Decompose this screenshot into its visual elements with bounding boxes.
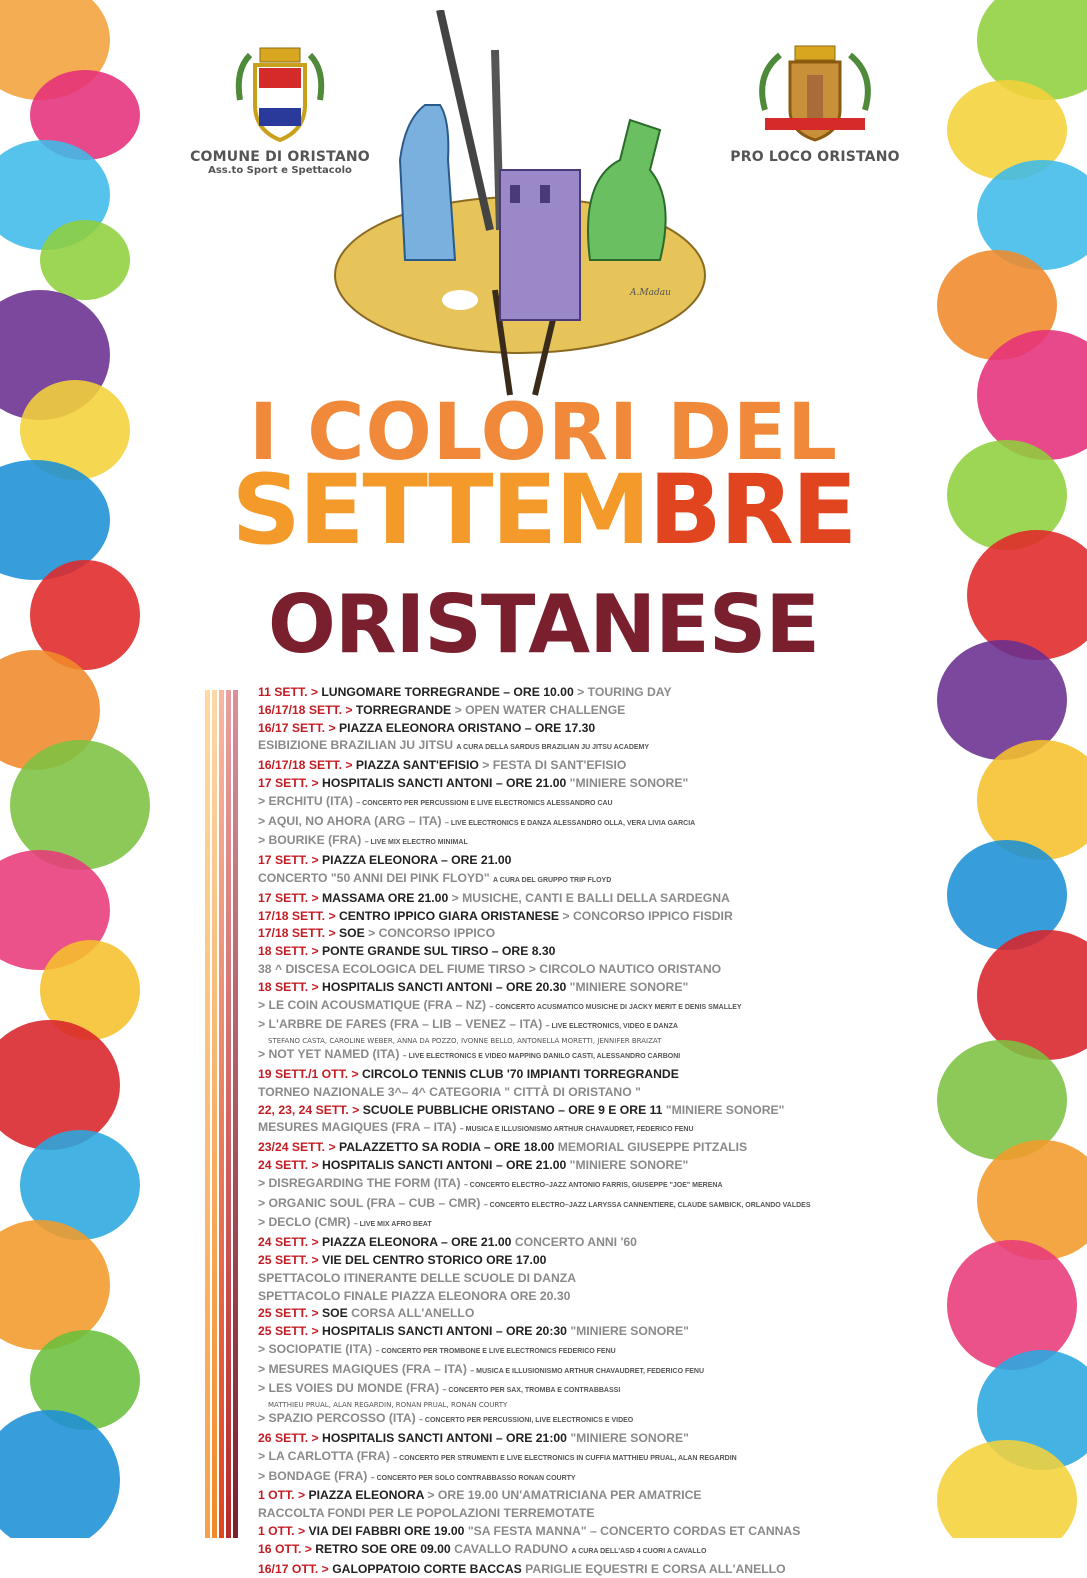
- event-note: – MUSICA E ILLUSIONISMO ARTHUR CHAVAUDRET, FEDERICO FENU: [470, 1367, 705, 1375]
- event-title: > OPEN WATER CHALLENGE: [454, 702, 626, 717]
- event-title: > LE COIN ACOUSMATIQUE (FRA – NZ): [258, 997, 487, 1012]
- schedule-row: [258, 684, 908, 702]
- event-title: > SOCIOPATIE (ITA): [258, 1341, 373, 1356]
- title-line-2: [0, 454, 1087, 566]
- event-title: CORSA ALL'ANELLO: [351, 1306, 475, 1321]
- event-location: SOE: [322, 1306, 348, 1321]
- title-line-1: I COLORI DEL: [249, 388, 838, 478]
- event-note: – LIVE MIX AFRO BEAT: [353, 1221, 432, 1229]
- event-title: > ERCHITU (ITA): [258, 793, 353, 808]
- schedule-row: [258, 1195, 908, 1215]
- event-date: 17/18 SETT. >: [258, 926, 336, 941]
- proloco-crest-icon: [745, 40, 885, 145]
- schedule-row: [258, 1341, 908, 1361]
- event-note: – CONCERTO PER PERCUSSIONI E LIVE ELECTRONICS ALESSANDRO CAU: [356, 799, 613, 807]
- schedule-row: [258, 1066, 908, 1084]
- event-title: > DISREGARDING THE FORM (ITA): [258, 1175, 461, 1190]
- event-date: 16/17 OTT. >: [258, 1561, 329, 1576]
- schedule-row: [258, 1270, 908, 1288]
- event-title: SPETTACOLO ITINERANTE DELLE SCUOLE DI DANZA: [258, 1270, 577, 1285]
- event-date: 22, 23, 24 SETT. >: [258, 1102, 360, 1117]
- event-date: 1 OTT. >: [258, 1524, 306, 1539]
- event-date: 16/17/18 SETT. >: [258, 758, 353, 773]
- event-title: CONCERTO "50 ANNI DEI PINK FLOYD": [258, 870, 490, 885]
- event-title: > AQUI, NO AHORA (ARG – ITA): [258, 813, 442, 828]
- event-date: 19 SETT./1 OTT. >: [258, 1066, 359, 1081]
- right-paint-splatters: [937, 0, 1087, 1538]
- event-title: PARIGLIE EQUESTRI E CORSA ALL'ANELLO: [525, 1561, 786, 1576]
- event-location: HOSPITALIS SANCTI ANTONI – ORE 21.00: [322, 1157, 567, 1172]
- schedule-row: [258, 1448, 908, 1468]
- event-date: 18 SETT. >: [258, 944, 319, 959]
- event-performers: MATTHIEU PRUAL, ALAN REGARDIN, RONAN PRUAL, RONAN COURTY: [268, 1401, 508, 1410]
- event-location: CENTRO IPPICO GIARA ORISTANESE: [338, 908, 560, 923]
- title-line-3: ORISTANESE: [267, 578, 820, 671]
- event-date: 16/17/18 SETT. >: [258, 702, 353, 717]
- schedule-row: [258, 1252, 908, 1270]
- event-schedule: [258, 684, 908, 1578]
- event-title: "MINIERE SONORE": [570, 1324, 689, 1339]
- schedule-row: [258, 908, 908, 926]
- schedule-row: [258, 1046, 908, 1066]
- event-location: GALOPPATOIO CORTE BACCAS: [332, 1561, 522, 1576]
- event-title: MESURES MAGIQUES (FRA – ITA): [258, 1120, 457, 1135]
- event-date: 17 SETT. >: [258, 775, 319, 790]
- event-title: > CONCORSO IPPICO: [368, 926, 496, 941]
- comune-crest-icon: [230, 40, 330, 145]
- schedule-row: [258, 832, 908, 852]
- event-date: 24 SETT. >: [258, 1157, 319, 1172]
- event-title: SPETTACOLO FINALE PIAZZA ELEONORA ORE 20.30: [258, 1288, 571, 1303]
- event-location: PIAZZA ELEONORA – ORE 21.00: [322, 1235, 512, 1250]
- event-location: TORREGRANDE: [355, 702, 452, 717]
- event-title: > LA CARLOTTA (FRA): [258, 1448, 390, 1463]
- schedule-row: [258, 1323, 908, 1341]
- event-title: "MINIERE SONORE": [569, 1157, 689, 1172]
- schedule-row: [258, 852, 908, 870]
- schedule-row: [258, 1361, 908, 1381]
- event-title: "SA FESTA MANNA" – CONCERTO CORDAS ET CANNAS: [467, 1524, 801, 1539]
- schedule-row: [258, 720, 908, 738]
- event-title: > L'ARBRE DE FARES (FRA – LIB – VENEZ – ITA): [258, 1017, 543, 1032]
- event-title: "MINIERE SONORE": [569, 775, 689, 790]
- event-note: – CONCERTO PER STRUMENTI E LIVE ELECTRONICS IN CUFFIA MATTHIEU PRUAL, ALAN REGARDIN: [393, 1454, 737, 1462]
- event-note: – CONCERTO PER SAX, TROMBA E CONTRABBASSI: [442, 1387, 621, 1395]
- title-bre: BRE: [648, 454, 856, 566]
- event-note: – CONCERTO PER PERCUSSIONI, LIVE ELECTRONICS E VIDEO: [419, 1417, 634, 1425]
- event-location: PIAZZA SANT'EFISIO: [355, 758, 479, 773]
- event-note: – CONCERTO ELECTRO–JAZZ LARYSSA CANNENTIERE, CLAUDE SAMBICK, ORLANDO VALDES: [483, 1201, 811, 1209]
- event-note: – LIVE ELECTRONICS, VIDEO E DANZA: [545, 1023, 678, 1031]
- schedule-row: [258, 1410, 908, 1430]
- event-date: 26 SETT. >: [258, 1431, 319, 1446]
- palette-artwork: [330, 10, 710, 400]
- event-title: CAVALLO RADUNO: [454, 1541, 569, 1556]
- event-title: > CONCORSO IPPICO FISDIR: [562, 908, 733, 923]
- schedule-row: [258, 1380, 908, 1400]
- event-date: 25 SETT. >: [258, 1252, 319, 1267]
- event-date: 23/24 SETT. >: [258, 1140, 336, 1155]
- event-location: SOE: [338, 926, 365, 941]
- schedule-row: [258, 1175, 908, 1195]
- schedule-row: [258, 1119, 908, 1139]
- schedule-row: [258, 1468, 908, 1488]
- event-date: 16 OTT. >: [258, 1541, 312, 1556]
- schedule-row: [258, 997, 908, 1017]
- schedule-row: [258, 775, 908, 793]
- event-title: > BONDAGE (FRA): [258, 1468, 368, 1483]
- schedule-row: [258, 1561, 908, 1578]
- event-location: HOSPITALIS SANCTI ANTONI – ORE 20.30: [322, 979, 567, 994]
- schedule-row: [258, 961, 908, 979]
- event-location: LUNGOMARE TORREGRANDE – ORE 10.00: [321, 685, 574, 699]
- schedule-row: [258, 1305, 908, 1323]
- event-date: 17 SETT. >: [258, 853, 319, 868]
- schedule-row: [258, 1541, 908, 1561]
- horse-rider-icon: [588, 120, 666, 260]
- event-date: 16/17 SETT. >: [258, 720, 336, 735]
- event-location: HOSPITALIS SANCTI ANTONI – ORE 21.00: [322, 775, 567, 790]
- statue-icon: [400, 105, 455, 260]
- event-note: A CURA DEL GRUPPO TRIP FLOYD: [493, 876, 612, 884]
- event-location: PIAZZA ELEONORA ORISTANO – ORE 17.30: [338, 720, 596, 735]
- event-location: PIAZZA ELEONORA: [308, 1488, 425, 1503]
- event-location: PONTE GRANDE SUL TIRSO – ORE 8.30: [322, 944, 556, 959]
- event-note: – LIVE MIX ELECTRO MINIMAL: [364, 839, 468, 847]
- schedule-row: [258, 1102, 908, 1120]
- event-performers: STEFANO CASTA, CAROLINE WEBER, ANNA DA POZZO, IVONNE BELLO, ANTONELLA MORETTI, JENNIFER BRAIZAT: [268, 1037, 662, 1046]
- event-location: VIA DEI FABBRI ORE 19.00: [308, 1524, 465, 1539]
- event-title: "MINIERE SONORE": [665, 1102, 785, 1117]
- proloco-logo: [720, 40, 910, 165]
- event-location: PIAZZA ELEONORA – ORE 21.00: [322, 853, 512, 868]
- event-location: MASSAMA ORE 21.00: [322, 890, 449, 905]
- event-date: 17 SETT. >: [258, 890, 319, 905]
- event-date: 24 SETT. >: [258, 1235, 319, 1250]
- schedule-row: [258, 1016, 908, 1036]
- event-note: – CONCERTO ACUSMATICO MUSICHE DI JACKY MERIT E DENIS SMALLEY: [489, 1003, 742, 1011]
- event-date: 25 SETT. >: [258, 1306, 319, 1321]
- event-note: – LIVE ELECTRONICS E VIDEO MAPPING DANILO CASTI, ALESSANDRO CARBONI: [402, 1053, 681, 1061]
- schedule-row: [258, 1505, 908, 1523]
- schedule-row: [258, 979, 908, 997]
- event-date: 18 SETT. >: [258, 979, 319, 994]
- event-date: 17/18 SETT. >: [258, 908, 336, 923]
- event-title: CONCERTO ANNI '60: [514, 1235, 637, 1250]
- left-paint-splatters: [0, 0, 150, 1538]
- event-note: – CONCERTO PER TROMBONE E LIVE ELECTRONICS FEDERICO FENU: [375, 1347, 616, 1355]
- schedule-row: [258, 1288, 908, 1306]
- event-title: > SPAZIO PERCOSSO (ITA): [258, 1411, 416, 1426]
- schedule-row: [258, 925, 908, 943]
- event-title: > ORGANIC SOUL (FRA – CUB – CMR): [258, 1195, 481, 1210]
- left-org-sub: Ass.to Sport e Spettacolo: [208, 165, 352, 176]
- schedule-row: [258, 1084, 908, 1102]
- right-org-name: PRO LOCO ORISTANO: [730, 149, 900, 165]
- event-note: – MUSICA E ILLUSIONISMO ARTHUR CHAVAUDRET, FEDERICO FENU: [459, 1126, 694, 1134]
- schedule-row: [258, 890, 908, 908]
- schedule-row: [258, 813, 908, 833]
- event-date: 25 SETT. >: [258, 1324, 319, 1339]
- event-location: HOSPITALIS SANCTI ANTONI – ORE 20:30: [322, 1324, 567, 1339]
- left-org-name: COMUNE DI ORISTANO: [190, 149, 370, 165]
- event-location: HOSPITALIS SANCTI ANTONI – ORE 21:00: [322, 1431, 567, 1446]
- event-note: A CURA DELLA SARDUS BRAZILIAN JU JITSU ACADEMY: [456, 744, 650, 752]
- schedule-row: [258, 1487, 908, 1505]
- schedule-row: [258, 943, 908, 961]
- event-title: > MESURES MAGIQUES (FRA – ITA): [258, 1361, 467, 1376]
- event-note: – CONCERTO ELECTRO–JAZZ ANTONIO FARRIS, GIUSEPPE "JOE" MERENA: [463, 1181, 723, 1189]
- event-title: > FESTA DI SANT'EFISIO: [482, 758, 627, 773]
- schedule-row: [258, 737, 908, 757]
- schedule-row: [258, 1430, 908, 1448]
- schedule-row: [258, 793, 908, 813]
- schedule-row: [258, 1139, 908, 1157]
- event-title: RACCOLTA FONDI PER LE POPOLAZIONI TERREMOTATE: [258, 1506, 595, 1521]
- schedule-row: [258, 1214, 908, 1234]
- event-title: MEMORIAL GIUSEPPE PITZALIS: [557, 1140, 748, 1155]
- event-note: A CURA DELL'ASD 4 CUORI A CAVALLO: [571, 1547, 707, 1555]
- event-title: 38 ^ DISCESA ECOLOGICA DEL FIUME TIRSO > CIRCOLO NAUTICO ORISTANO: [258, 961, 722, 976]
- event-title: > TOURING DAY: [577, 685, 672, 699]
- schedule-row: [258, 870, 908, 890]
- event-location: RETRO SOE ORE 09.00: [315, 1541, 451, 1556]
- event-date: 1 OTT. >: [258, 1488, 306, 1503]
- event-title: > NOT YET NAMED (ITA): [258, 1047, 400, 1062]
- event-title: ESIBIZIONE BRAZILIAN JU JITSU: [258, 738, 454, 753]
- title-settem: SETTEM: [231, 454, 649, 566]
- event-note: – LIVE ELECTRONICS E DANZA ALESSANDRO OLLA, VERA LIVIA GARCIA: [445, 819, 696, 827]
- schedule-row: [258, 1523, 908, 1541]
- event-title: "MINIERE SONORE": [569, 979, 689, 994]
- event-title: TORNEO NAZIONALE 3^– 4^ CATEGORIA " CITTÀ DI ORISTANO ": [258, 1084, 641, 1099]
- event-note: – CONCERTO PER SOLO CONTRABBASSO RONAN COURTY: [370, 1474, 576, 1482]
- event-location: CIRCOLO TENNIS CLUB '70 IMPIANTI TORREGRANDE: [361, 1066, 679, 1081]
- event-location: PALAZZETTO SA RODIA – ORE 18.00: [338, 1140, 555, 1155]
- event-title: > MUSICHE, CANTI E BALLI DELLA SARDEGNA: [451, 890, 730, 905]
- event-date: 11 SETT. >: [258, 685, 318, 699]
- decorative-stripes: [205, 690, 245, 1538]
- event-location: SCUOLE PUBBLICHE ORISTANO – ORE 9 E ORE 11: [362, 1102, 663, 1117]
- event-title: "MINIERE SONORE": [570, 1431, 689, 1446]
- schedule-row: [258, 702, 908, 720]
- event-title: > LES VOIES DU MONDE (FRA): [258, 1381, 440, 1396]
- schedule-row: [258, 757, 908, 775]
- schedule-row: [258, 1157, 908, 1175]
- event-location: VIE DEL CENTRO STORICO ORE 17.00: [322, 1252, 547, 1267]
- event-title: > ORE 19.00 UN'AMATRICIANA PER AMATRICE: [427, 1488, 702, 1503]
- artist-signature: A.Madau: [630, 288, 671, 298]
- event-title: > DECLO (CMR): [258, 1215, 351, 1230]
- schedule-row: [258, 1234, 908, 1252]
- event-title: > BOURIKE (FRA): [258, 833, 362, 848]
